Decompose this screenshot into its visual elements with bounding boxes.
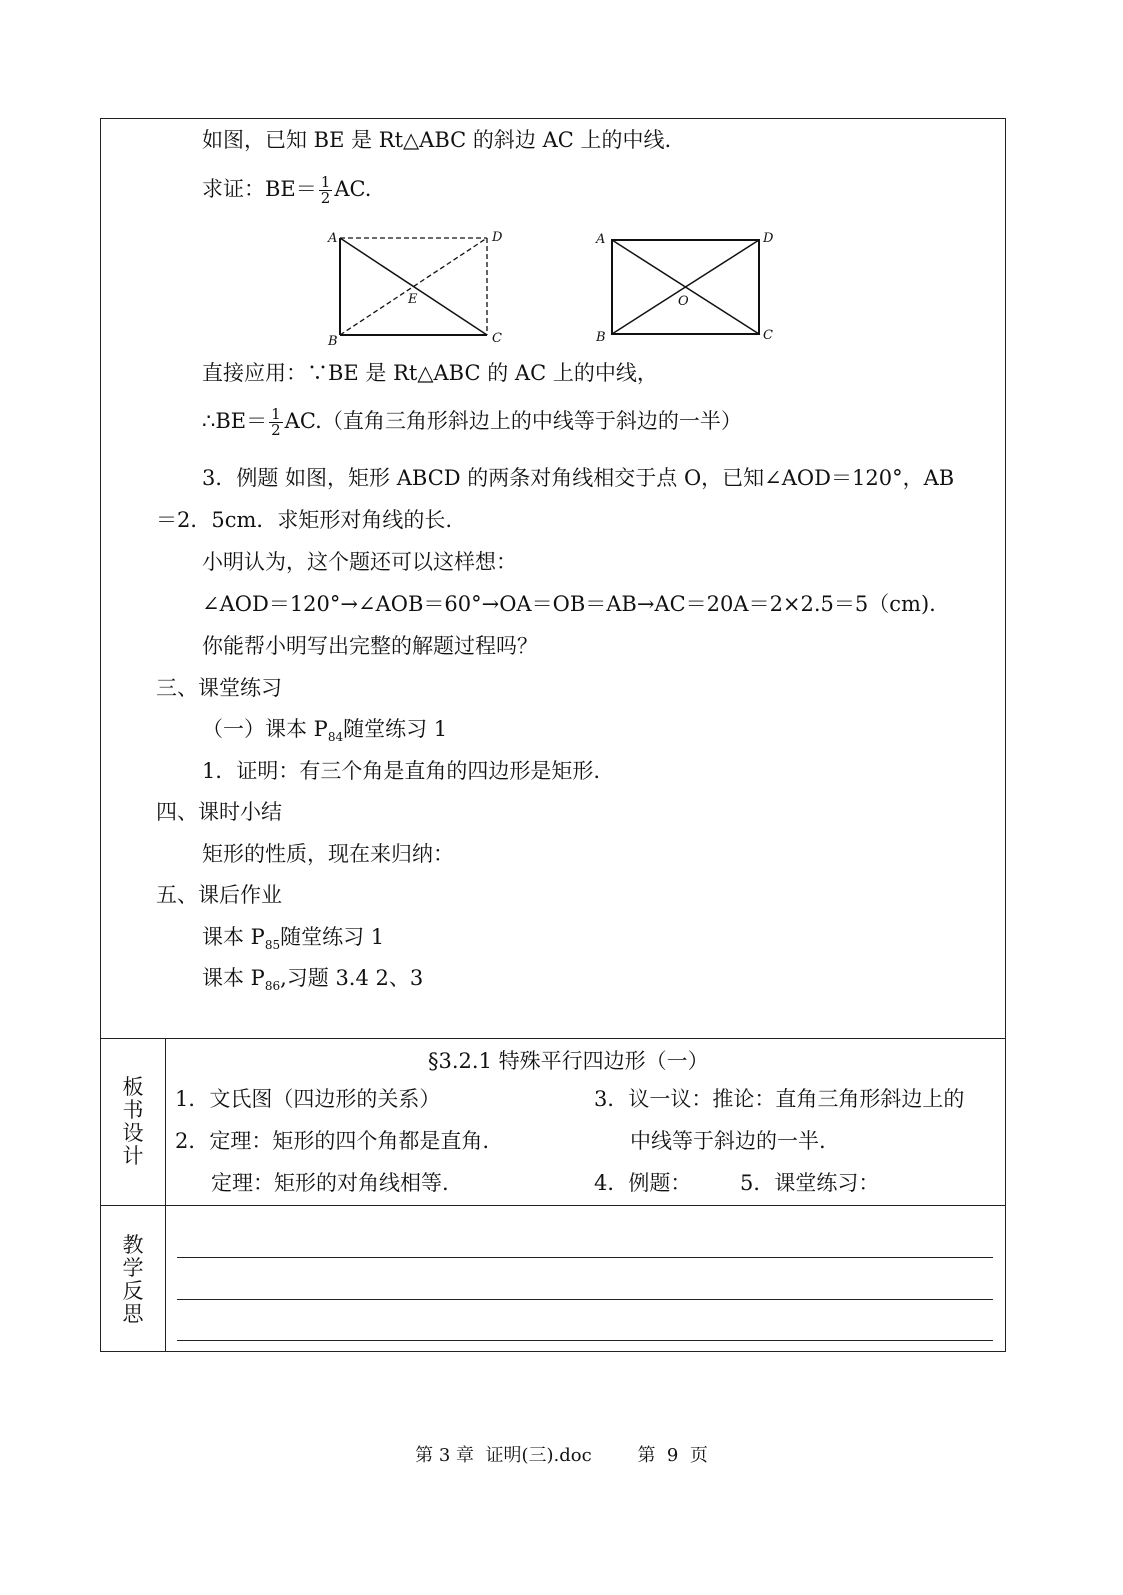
fig1-label-d: D bbox=[492, 230, 503, 245]
homework-line-2: 课本 $P_{86}$,习题 3.4 2、3 bbox=[202, 966, 424, 994]
direct-application: 直接应用：∵BE 是 Rt△ABC 的 AC 上的中线， bbox=[202, 361, 658, 385]
board-item-5: 5．课堂练习： bbox=[740, 1171, 880, 1195]
practice-item-2: 1．证明：有三个角是直角的四边形是矩形. bbox=[202, 759, 601, 783]
fig1-label-b: B bbox=[328, 334, 338, 349]
help-question: 你能帮小明写出完整的解题过程吗？ bbox=[202, 634, 538, 658]
board-item-3a: 3．议一议：推论：直角三角形斜边上的 bbox=[594, 1087, 965, 1111]
example-line-2: ＝2．5cm．求矩形对角线的长. bbox=[156, 508, 453, 532]
reflection-writing-line[interactable] bbox=[177, 1340, 993, 1341]
board-item-4: 4．例题： bbox=[594, 1171, 692, 1195]
reflection-writing-line[interactable] bbox=[177, 1299, 993, 1300]
fig2-label-b: B bbox=[596, 330, 606, 345]
prove-statement bbox=[202, 174, 371, 206]
prove-suffix: AC. bbox=[334, 177, 372, 201]
figure-rectangle-o bbox=[590, 225, 790, 350]
summary-heading: 四、课时小结 bbox=[156, 800, 282, 824]
fig2-label-d: D bbox=[763, 231, 774, 246]
therefore-suffix: AC.（直角三角形斜边上的中线等于斜边的一半） bbox=[284, 409, 742, 433]
fraction-half: $\frac{1}{2}$ bbox=[320, 173, 331, 207]
row-divider-board bbox=[100, 1038, 1006, 1039]
board-item-2b: 定理：矩形的对角线相等. bbox=[211, 1171, 449, 1195]
fig1-label-c: C bbox=[492, 331, 502, 346]
label-column-divider bbox=[165, 1038, 166, 1351]
fig2-label-a: A bbox=[596, 232, 606, 247]
xiaoming-thinking: 小明认为，这个题还可以这样想： bbox=[202, 550, 517, 574]
fig1-label-e: E bbox=[408, 292, 418, 307]
proof-intro: 如图，已知 BE 是 Rt△ABC 的斜边 AC 上的中线. bbox=[202, 128, 672, 152]
board-item-3b: 中线等于斜边的一半. bbox=[630, 1129, 826, 1153]
practice-heading: 三、课堂练习 bbox=[156, 676, 282, 700]
footer-page-number: 第 9 页 bbox=[637, 1445, 708, 1466]
practice-item-1: （一）课本 $P_{84}$随堂练习 1 bbox=[202, 717, 448, 745]
therefore-prefix: ∴BE＝ bbox=[202, 409, 268, 433]
prove-prefix: 求证：BE＝ bbox=[202, 177, 317, 201]
example-line-1: 3．例题 如图，矩形 ABCD 的两条对角线相交于点 O，已知∠AOD＝120°，AB bbox=[202, 466, 955, 490]
board-title: §3.2.1 特殊平行四边形（一） bbox=[428, 1049, 709, 1073]
fig2-label-c: C bbox=[763, 328, 773, 343]
therefore-statement bbox=[202, 406, 742, 438]
reflection-writing-line[interactable] bbox=[177, 1257, 993, 1258]
page-footer bbox=[0, 1444, 1123, 1468]
board-item-1: 1．文氏图（四边形的关系） bbox=[175, 1087, 441, 1111]
fig2-label-o: O bbox=[678, 294, 689, 309]
figure-rectangle-e bbox=[322, 225, 512, 350]
fraction-half-2: $\frac{1}{2}$ bbox=[271, 405, 281, 439]
footer-chapter: 第 3 章 证明(三).doc bbox=[415, 1445, 592, 1466]
row-divider-reflection bbox=[100, 1205, 1006, 1206]
homework-line-1: 课本 $P_{85}$随堂练习 1 bbox=[202, 925, 385, 953]
reflection-label: 教学反思 bbox=[122, 1233, 144, 1326]
reasoning-chain: ∠AOD＝120°→∠AOB＝60°→OA＝OB＝AB→AC＝20A＝2×2.5＝5（cm). bbox=[202, 592, 936, 616]
board-design-label: 板书设计 bbox=[122, 1075, 144, 1168]
board-item-2: 2．定理：矩形的四个角都是直角. bbox=[175, 1129, 490, 1153]
homework-heading: 五、课后作业 bbox=[156, 883, 282, 907]
fig1-label-a: A bbox=[328, 231, 338, 246]
summary-text: 矩形的性质，现在来归纳： bbox=[202, 842, 454, 866]
